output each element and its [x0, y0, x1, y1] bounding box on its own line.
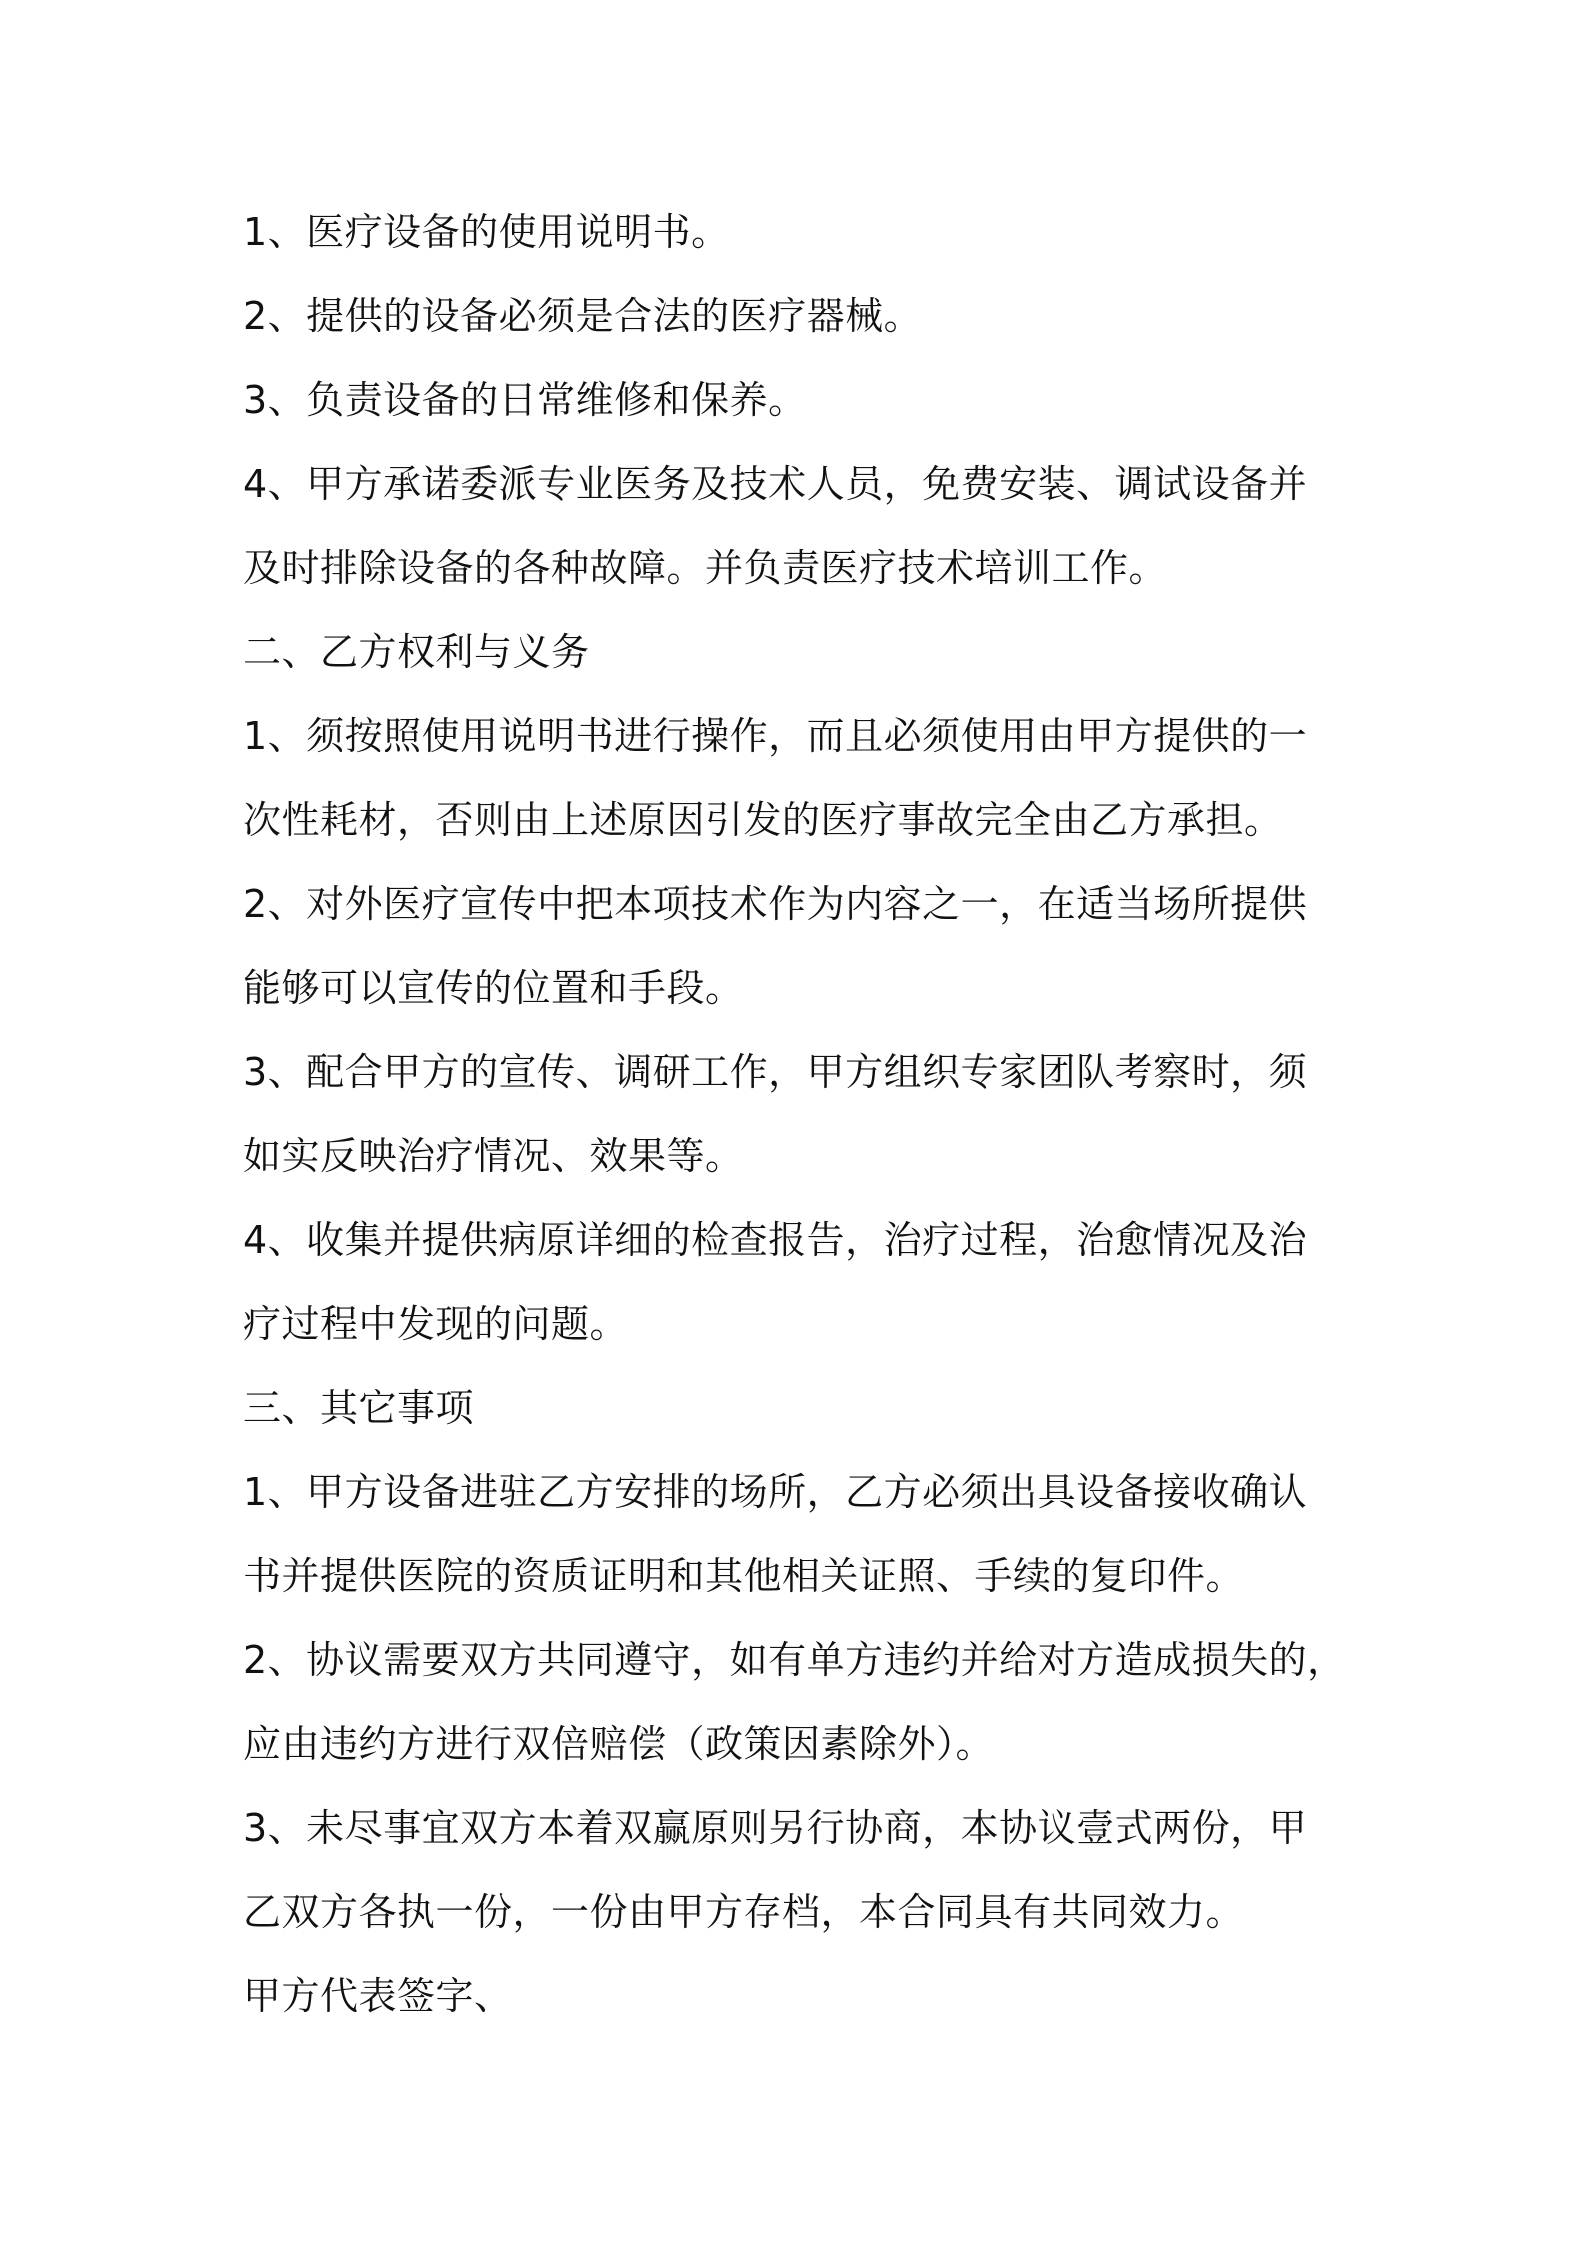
- text-line: 书并提供医院的资质证明和其他相关证照、手续的复印件。: [243, 1554, 1245, 1598]
- text-line: 1、须按照使用说明书进行操作，而且必须使用由甲方提供的一: [243, 714, 1308, 758]
- text-line: 1、医疗设备的使用说明书。: [243, 210, 730, 254]
- text-line: 4、收集并提供病原详细的检查报告，治疗过程，治愈情况及治: [243, 1218, 1308, 1262]
- text-line: 3、负责设备的日常维修和保养。: [243, 378, 807, 422]
- text-line: 次性耗材，否则由上述原因引发的医疗事故完全由乙方承担。: [243, 798, 1283, 842]
- text-line: 乙双方各执一份，一份由甲方存档，本合同具有共同效力。: [243, 1890, 1245, 1934]
- text-line: 如实反映治疗情况、效果等。: [243, 1134, 744, 1178]
- text-line: 3、配合甲方的宣传、调研工作，甲方组织专家团队考察时，须: [243, 1050, 1308, 1094]
- text-line: 2、协议需要双方共同遵守，如有单方违约并给对方造成损失的，: [243, 1638, 1346, 1682]
- section-heading: 二、乙方权利与义务: [243, 630, 590, 674]
- text-line: 1、甲方设备进驻乙方安排的场所，乙方必须出具设备接收确认: [243, 1470, 1308, 1514]
- text-line: 及时排除设备的各种故障。并负责医疗技术培训工作。: [243, 546, 1168, 590]
- text-line: 能够可以宣传的位置和手段。: [243, 966, 744, 1010]
- text-line: 疗过程中发现的问题。: [243, 1302, 629, 1346]
- text-line: 2、对外医疗宣传中把本项技术作为内容之一，在适当场所提供: [243, 882, 1308, 926]
- text-line: 4、甲方承诺委派专业医务及技术人员，免费安装、调试设备并: [243, 462, 1308, 506]
- document-body: [243, 190, 1383, 2038]
- text-line: 应由违约方进行双倍赔偿（政策因素除外）。: [243, 1722, 995, 1766]
- text-line: 3、未尽事宜双方本着双赢原则另行协商，本协议壹式两份，甲: [243, 1806, 1308, 1850]
- section-heading: 三、其它事项: [243, 1386, 475, 1430]
- signature-label: 甲方代表签字、: [243, 1974, 513, 2018]
- text-line: 2、提供的设备必须是合法的医疗器械。: [243, 294, 923, 338]
